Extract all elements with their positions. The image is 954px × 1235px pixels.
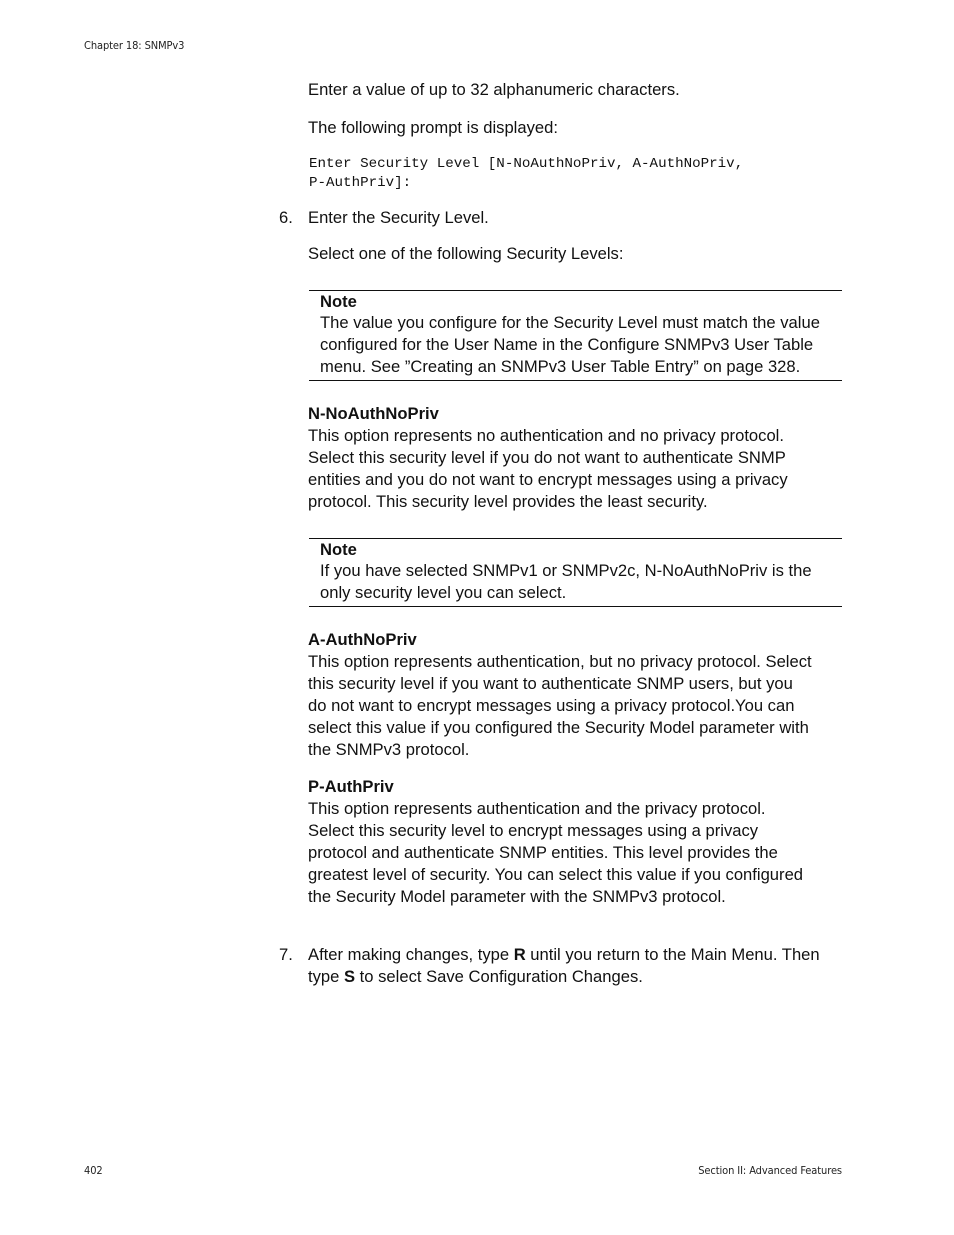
intro-paragraph: Enter a value of up to 32 alphanumeric characters. (308, 80, 680, 99)
key-s: S (343, 967, 356, 986)
step-6-text: Enter the Security Level. (308, 208, 489, 227)
page-number: 402 (84, 1164, 103, 1177)
select-levels-text: Select one of the following Security Levels: (308, 244, 624, 263)
prompt-code-block: Enter Security Level [N-NoAuthNoPriv, A-AuthNoPriv, P-AuthPriv]: (309, 156, 744, 191)
running-header: Chapter 18: SNMPv3 (84, 39, 185, 52)
note-box-snmpv1 (309, 538, 842, 607)
step-7-text-part: After making changes, type (308, 945, 514, 964)
step-number-6: 6. (279, 208, 293, 227)
level-description-n-noauthnopriv: This option represents no authentication and no privacy protocol. Select this security level if you do not want to authenticate SNMP entities and you do not want to encrypt messages using a privacy protocol. This security level provides the least security. (308, 426, 788, 511)
note-body: The value you configure for the Security Level must match the value configured for the User Name in the Configure SNMPv3 User Table menu. See ”Creating an SNMPv3 User Table Entry” on page 328. (320, 313, 820, 376)
level-description-a-authnopriv: This option represents authentication, but no privacy protocol. Select this security level if you want to authenticate SNMP users, but you do not want to encrypt messages using a privacy protocol.You can select this value if you configured the Security Model parameter with the SNMPv3 protocol. (308, 652, 812, 759)
step-7-text (308, 944, 844, 988)
level-heading-n-noauthnopriv: N-NoAuthNoPriv (308, 404, 439, 423)
key-r: R (513, 945, 526, 964)
note-title: Note (320, 292, 357, 311)
note-box-security-level (309, 290, 842, 381)
prompt-intro-paragraph: The following prompt is displayed: (308, 118, 558, 137)
level-heading-p-authpriv: P-AuthPriv (308, 777, 394, 796)
running-footer-section: Section II: Advanced Features (698, 1164, 842, 1177)
note-body: If you have selected SNMPv1 or SNMPv2c, N-NoAuthNoPriv is the only security level you can select. (320, 561, 812, 602)
note-title: Note (320, 540, 357, 559)
step-7-text-part: until you return to the Main Menu. Then type (308, 945, 820, 986)
step-number-7: 7. (279, 945, 293, 964)
step-7-text-part: to select Save Configuration Changes. (355, 967, 643, 986)
level-description-p-authpriv: This option represents authentication and the privacy protocol. Select this security level to encrypt messages using a privacy protocol and authenticate SNMP entities. This level provides the greatest level of security. You can select this value if you configured the Security Model parameter with the SNMPv3 protocol. (308, 799, 804, 906)
level-heading-a-authnopriv: A-AuthNoPriv (308, 630, 417, 649)
